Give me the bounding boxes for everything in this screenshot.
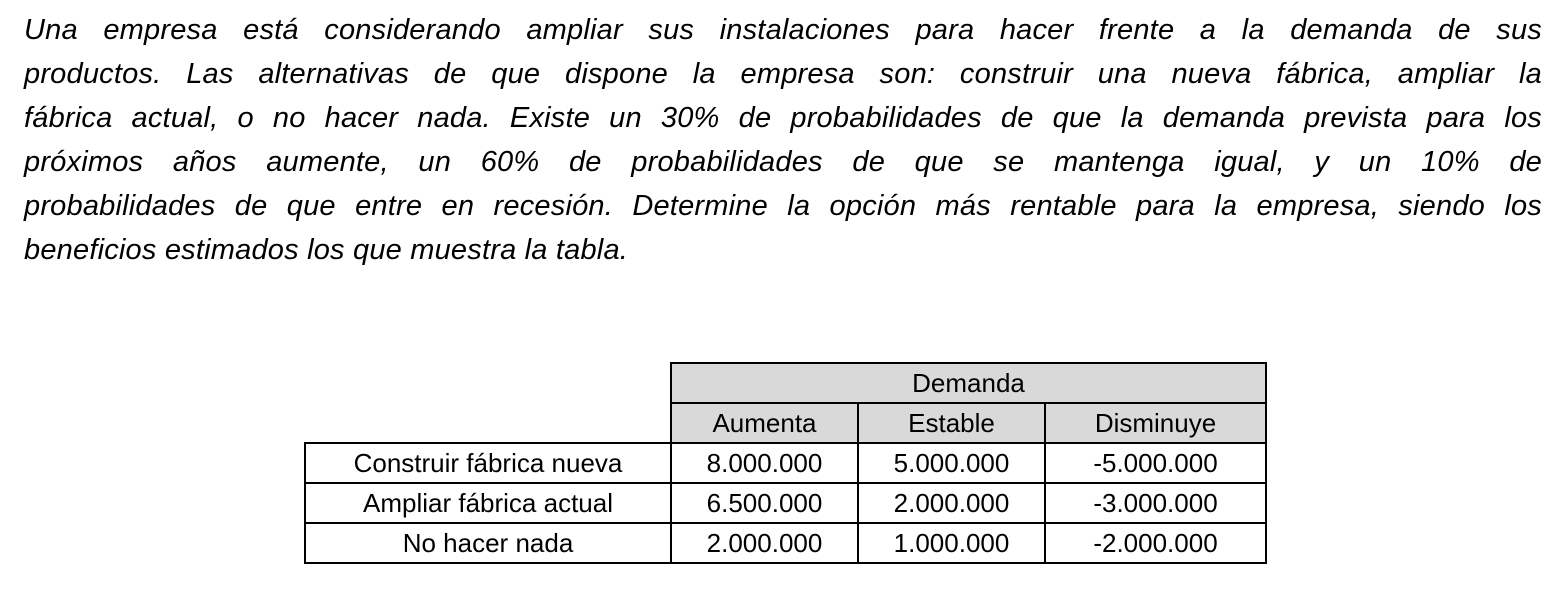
table-corner-blank — [305, 363, 671, 403]
problem-line: fábrica actual, o no hacer nada. Existe un 30% de probabilidades de que la demanda prevista para los — [24, 102, 1542, 134]
table-row — [305, 483, 1266, 523]
problem-line: probabilidades de que entre en recesión. Determine la opción más rentable para la empresa, siendo los — [24, 190, 1542, 222]
table-cell: -3.000.000 — [1045, 483, 1266, 523]
table-row — [305, 523, 1266, 563]
problem-statement — [24, 8, 1542, 272]
column-header-estable: Estable — [858, 403, 1045, 443]
table-cell: 1.000.000 — [858, 523, 1045, 563]
problem-line: productos. Las alternativas de que dispone la empresa son: construir una nueva fábrica, ampliar la — [24, 58, 1542, 90]
table-cell: 5.000.000 — [858, 443, 1045, 483]
table-cell: 6.500.000 — [671, 483, 858, 523]
problem-line: próximos años aumente, un 60% de probabilidades de que se mantenga igual, y un 10% de — [24, 146, 1542, 178]
table-corner-blank — [305, 403, 671, 443]
table-row — [305, 443, 1266, 483]
column-header-aumenta: Aumenta — [671, 403, 858, 443]
table-cell: 2.000.000 — [858, 483, 1045, 523]
row-label: No hacer nada — [305, 523, 671, 563]
column-header-disminuye: Disminuye — [1045, 403, 1266, 443]
table-column-header-row — [305, 403, 1266, 443]
table-cell: 8.000.000 — [671, 443, 858, 483]
row-label: Construir fábrica nueva — [305, 443, 671, 483]
problem-line: beneficios estimados los que muestra la tabla. — [24, 234, 629, 266]
payoff-table — [304, 362, 1267, 564]
problem-line: Una empresa está considerando ampliar sus instalaciones para hacer frente a la demanda de sus — [24, 14, 1542, 46]
demand-group-header: Demanda — [671, 363, 1266, 403]
table-cell: 2.000.000 — [671, 523, 858, 563]
table-group-header-row — [305, 363, 1266, 403]
table-cell: -5.000.000 — [1045, 443, 1266, 483]
table-cell: -2.000.000 — [1045, 523, 1266, 563]
row-label: Ampliar fábrica actual — [305, 483, 671, 523]
